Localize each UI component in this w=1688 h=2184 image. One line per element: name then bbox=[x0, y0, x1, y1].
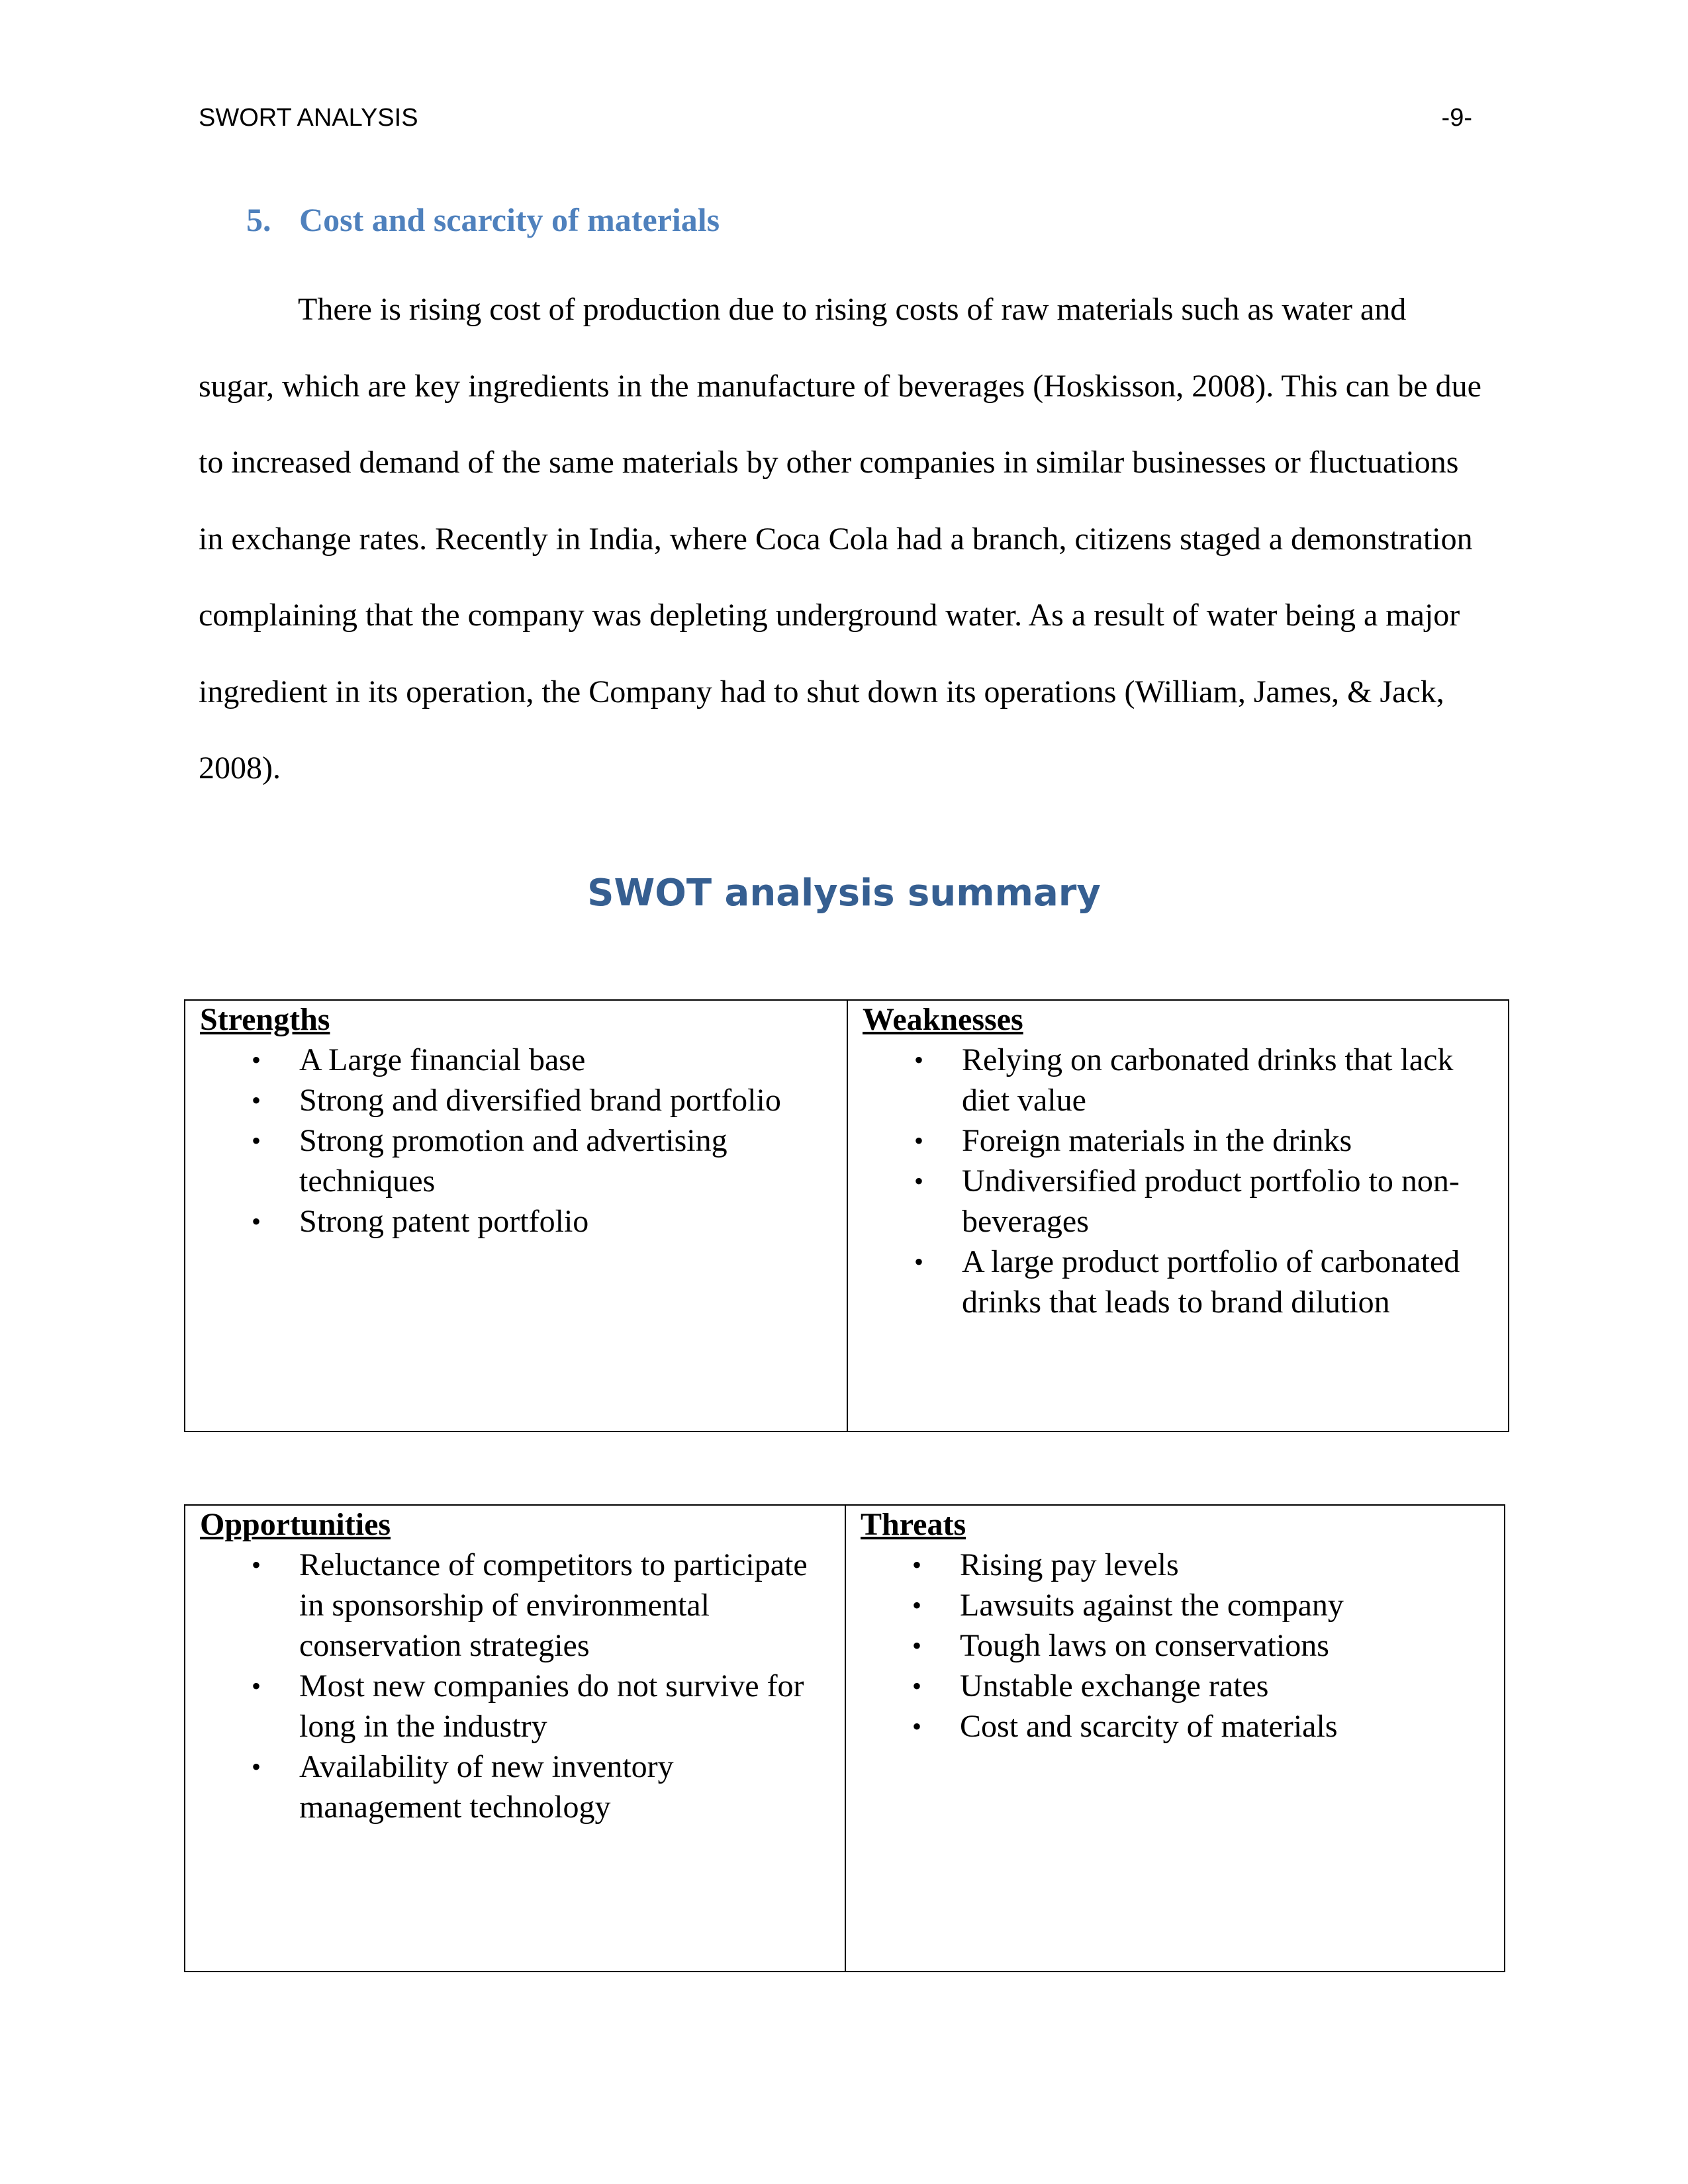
list-item bbox=[252, 1120, 833, 1201]
bullet-icon: • bbox=[252, 1671, 261, 1701]
bullet-icon: • bbox=[252, 1550, 261, 1580]
bullet-icon: • bbox=[252, 1206, 261, 1236]
section-heading-text: Cost and scarcity of materials bbox=[299, 201, 720, 238]
list-item bbox=[912, 1625, 1491, 1666]
bullet-icon: • bbox=[914, 1247, 924, 1277]
weaknesses-list bbox=[863, 1040, 1495, 1322]
list-item-text: Lawsuits against the company bbox=[960, 1588, 1344, 1623]
strengths-title: Strengths bbox=[200, 1002, 330, 1037]
bullet-icon: • bbox=[912, 1711, 922, 1741]
list-item bbox=[912, 1666, 1491, 1706]
bullet-icon: • bbox=[912, 1671, 922, 1701]
list-item-text: Strong patent portfolio bbox=[299, 1204, 589, 1239]
bullet-icon: • bbox=[252, 1752, 261, 1782]
list-item-text: Strong and diversified brand portfolio bbox=[299, 1083, 781, 1118]
list-item bbox=[914, 1120, 1495, 1161]
opportunities-cell bbox=[185, 1505, 845, 1972]
opportunities-list bbox=[200, 1545, 831, 1827]
list-item bbox=[252, 1040, 833, 1080]
page-number: -9- bbox=[1441, 104, 1472, 132]
list-item bbox=[252, 1666, 831, 1747]
list-item bbox=[252, 1201, 833, 1242]
strengths-list bbox=[200, 1040, 833, 1242]
swot-table-bottom bbox=[184, 1504, 1505, 1972]
list-item-text: Cost and scarcity of materials bbox=[960, 1709, 1338, 1744]
section-heading bbox=[246, 197, 720, 243]
bullet-icon: • bbox=[252, 1085, 261, 1115]
bullet-icon: • bbox=[914, 1045, 924, 1075]
list-item bbox=[914, 1161, 1495, 1242]
list-item-text: A large product portfolio of carbonated drinks that leads to brand dilution bbox=[962, 1244, 1460, 1320]
list-item bbox=[912, 1706, 1491, 1747]
list-item-text: Reluctance of competitors to participate in sponsorship of environmental conservation strategies bbox=[299, 1547, 808, 1663]
list-item-text: Strong promotion and advertising techniques bbox=[299, 1123, 727, 1199]
running-title: SWORT ANALYSIS bbox=[199, 104, 418, 132]
list-item-text: Rising pay levels bbox=[960, 1547, 1179, 1582]
list-item bbox=[912, 1585, 1491, 1625]
bullet-icon: • bbox=[914, 1126, 924, 1156]
threats-list bbox=[861, 1545, 1491, 1747]
list-item bbox=[914, 1242, 1495, 1322]
bullet-icon: • bbox=[252, 1126, 261, 1156]
opportunities-title: Opportunities bbox=[200, 1507, 391, 1542]
threats-cell bbox=[845, 1505, 1505, 1972]
swot-summary-title: SWOT analysis summary bbox=[587, 872, 1101, 915]
list-item-text: Most new companies do not survive for long in the industry bbox=[299, 1668, 804, 1744]
section-number: 5. bbox=[246, 201, 271, 238]
strengths-cell bbox=[185, 1000, 847, 1432]
list-item-text: Availability of new inventory management technology bbox=[299, 1749, 674, 1825]
list-item bbox=[252, 1747, 831, 1827]
list-item-text: Relying on carbonated drinks that lack diet value bbox=[962, 1042, 1454, 1118]
list-item-text: A Large financial base bbox=[299, 1042, 586, 1077]
list-item-text: Tough laws on conservations bbox=[960, 1628, 1329, 1663]
bullet-icon: • bbox=[912, 1590, 922, 1620]
bullet-icon: • bbox=[912, 1631, 922, 1661]
list-item bbox=[914, 1040, 1495, 1120]
list-item bbox=[252, 1545, 831, 1666]
list-item bbox=[252, 1080, 833, 1120]
threats-title: Threats bbox=[861, 1507, 966, 1542]
swot-table-top bbox=[184, 999, 1509, 1432]
table-row bbox=[185, 1505, 1505, 1972]
bullet-icon: • bbox=[912, 1550, 922, 1580]
weaknesses-title: Weaknesses bbox=[863, 1002, 1023, 1037]
weaknesses-cell bbox=[847, 1000, 1509, 1432]
list-item-text: Unstable exchange rates bbox=[960, 1668, 1269, 1704]
list-item-text: Undiversified product portfolio to non-beverages bbox=[962, 1163, 1460, 1239]
bullet-icon: • bbox=[914, 1166, 924, 1196]
table-row bbox=[185, 1000, 1509, 1432]
list-item-text: Foreign materials in the drinks bbox=[962, 1123, 1352, 1158]
section-paragraph: There is rising cost of production due to rising costs of raw materials such as water and sugar, which are key ingredients in the manufacture of beverages (Hoskisson, 2008). This can be due to increased demand of the same materials by other companies in similar businesses or fluctuations in exchange rates. Recently in India, where Coca Cola had a branch, citizens staged a demonstration complaining that the company was depleting underground water. As a result of water being a major ingredient in its operation, the Company had to shut down its operations (William, James, & Jack, 2008). bbox=[199, 292, 1481, 786]
bullet-icon: • bbox=[252, 1045, 261, 1075]
running-head bbox=[199, 99, 1472, 136]
list-item bbox=[912, 1545, 1491, 1585]
